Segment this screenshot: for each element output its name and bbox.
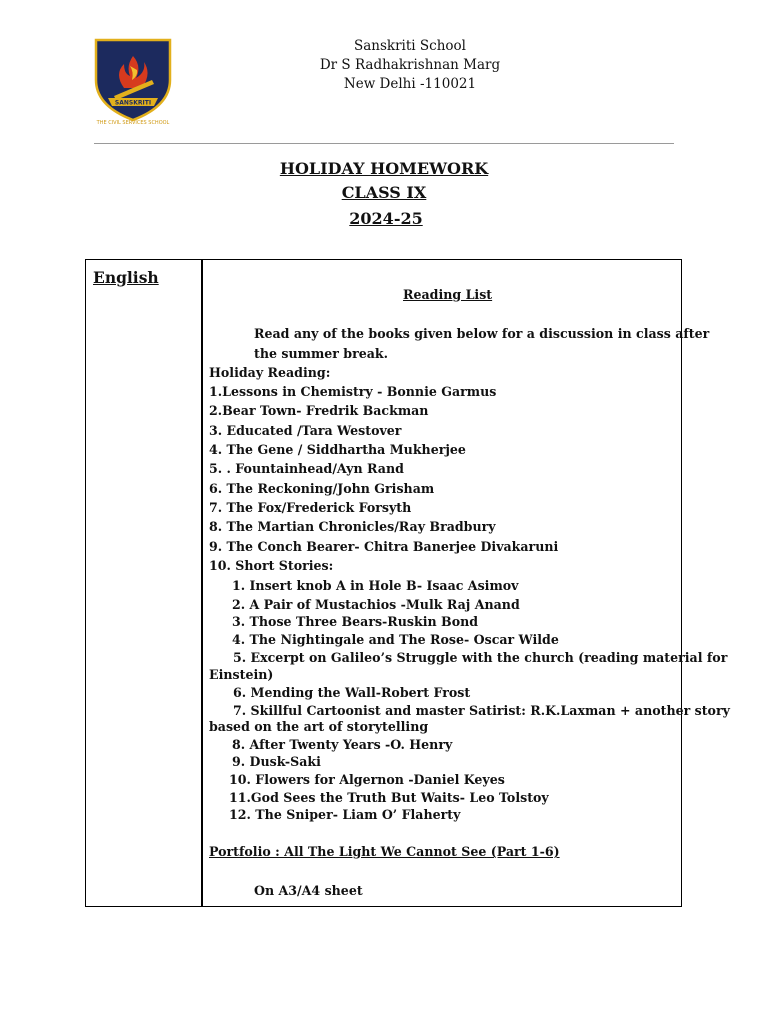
book-item: 4. The Gene / Siddhartha Mukherjee [209,442,466,457]
book-item: 6. The Reckoning/John Grisham [209,481,435,496]
book-item: 8. The Martian Chronicles/Ray Bradbury [209,519,496,534]
header-divider [94,143,674,144]
story-item: 3. Those Three Bears-Ruskin Bond [232,614,479,629]
story-item: 10. Flowers for Algernon -Daniel Keyes [229,772,505,787]
school-name: Sanskriti School [354,38,466,54]
story-item: 1. Insert knob A in Hole B- Isaac Asimov [232,578,519,593]
book-item: 2.Bear Town- Fredrik Backman [209,403,429,418]
school-logo [90,36,176,126]
holiday-reading-label: Holiday Reading: [209,365,331,380]
subject-label: English [93,268,159,287]
portfolio-heading: Portfolio : All The Light We Cannot See (Part 1-6) [209,844,560,859]
intro-line-1: Read any of the books given below for a discussion in class after [254,326,710,341]
story-item: 5. Excerpt on Galileo’s Struggle with the church (reading material for [233,650,728,665]
class-title: CLASS IX [341,183,427,202]
sheet-note: On A3/A4 sheet [254,883,363,898]
book-item: 5. . Fountainhead/Ayn Rand [209,461,404,476]
session-year: 2024-25 [349,209,423,228]
book-item: 9. The Conch Bearer- Chitra Banerjee Divakaruni [209,539,559,554]
story-item-continued: Einstein) [209,667,274,682]
svg-text:SANSKRITI: SANSKRITI [114,99,152,107]
story-item: 9. Dusk-Saki [232,754,321,769]
school-address-line1: Dr S Radhakrishnan Marg [319,57,501,73]
intro-line-2: the summer break. [254,346,389,361]
story-item: 4. The Nightingale and The Rose- Oscar Wilde [232,632,559,647]
story-item: 7. Skillful Cartoonist and master Satirist: R.K.Laxman + another story [233,703,730,718]
book-item: 10. Short Stories: [209,558,334,573]
story-item: 11.God Sees the Truth But Waits- Leo Tolstoy [229,790,549,805]
story-item: 6. Mending the Wall-Robert Frost [233,685,471,700]
story-item-continued: based on the art of storytelling [209,719,429,734]
school-address-line2: New Delhi -110021 [343,76,477,92]
story-item: 8. After Twenty Years -O. Henry [232,737,453,752]
table-column-divider [201,259,203,907]
book-item: 1.Lessons in Chemistry - Bonnie Garmus [209,384,497,399]
document-title: HOLIDAY HOMEWORK [279,159,489,178]
story-item: 12. The Sniper- Liam O’ Flaherty [229,807,461,822]
svg-text:THE CIVIL SERVICES SCHOOL: THE CIVIL SERVICES SCHOOL [96,120,170,126]
book-item: 3. Educated /Tara Westover [209,423,402,438]
book-item: 7. The Fox/Frederick Forsyth [209,500,412,515]
story-item: 2. A Pair of Mustachios -Mulk Raj Anand [232,597,520,612]
reading-list-heading: Reading List [403,287,493,302]
